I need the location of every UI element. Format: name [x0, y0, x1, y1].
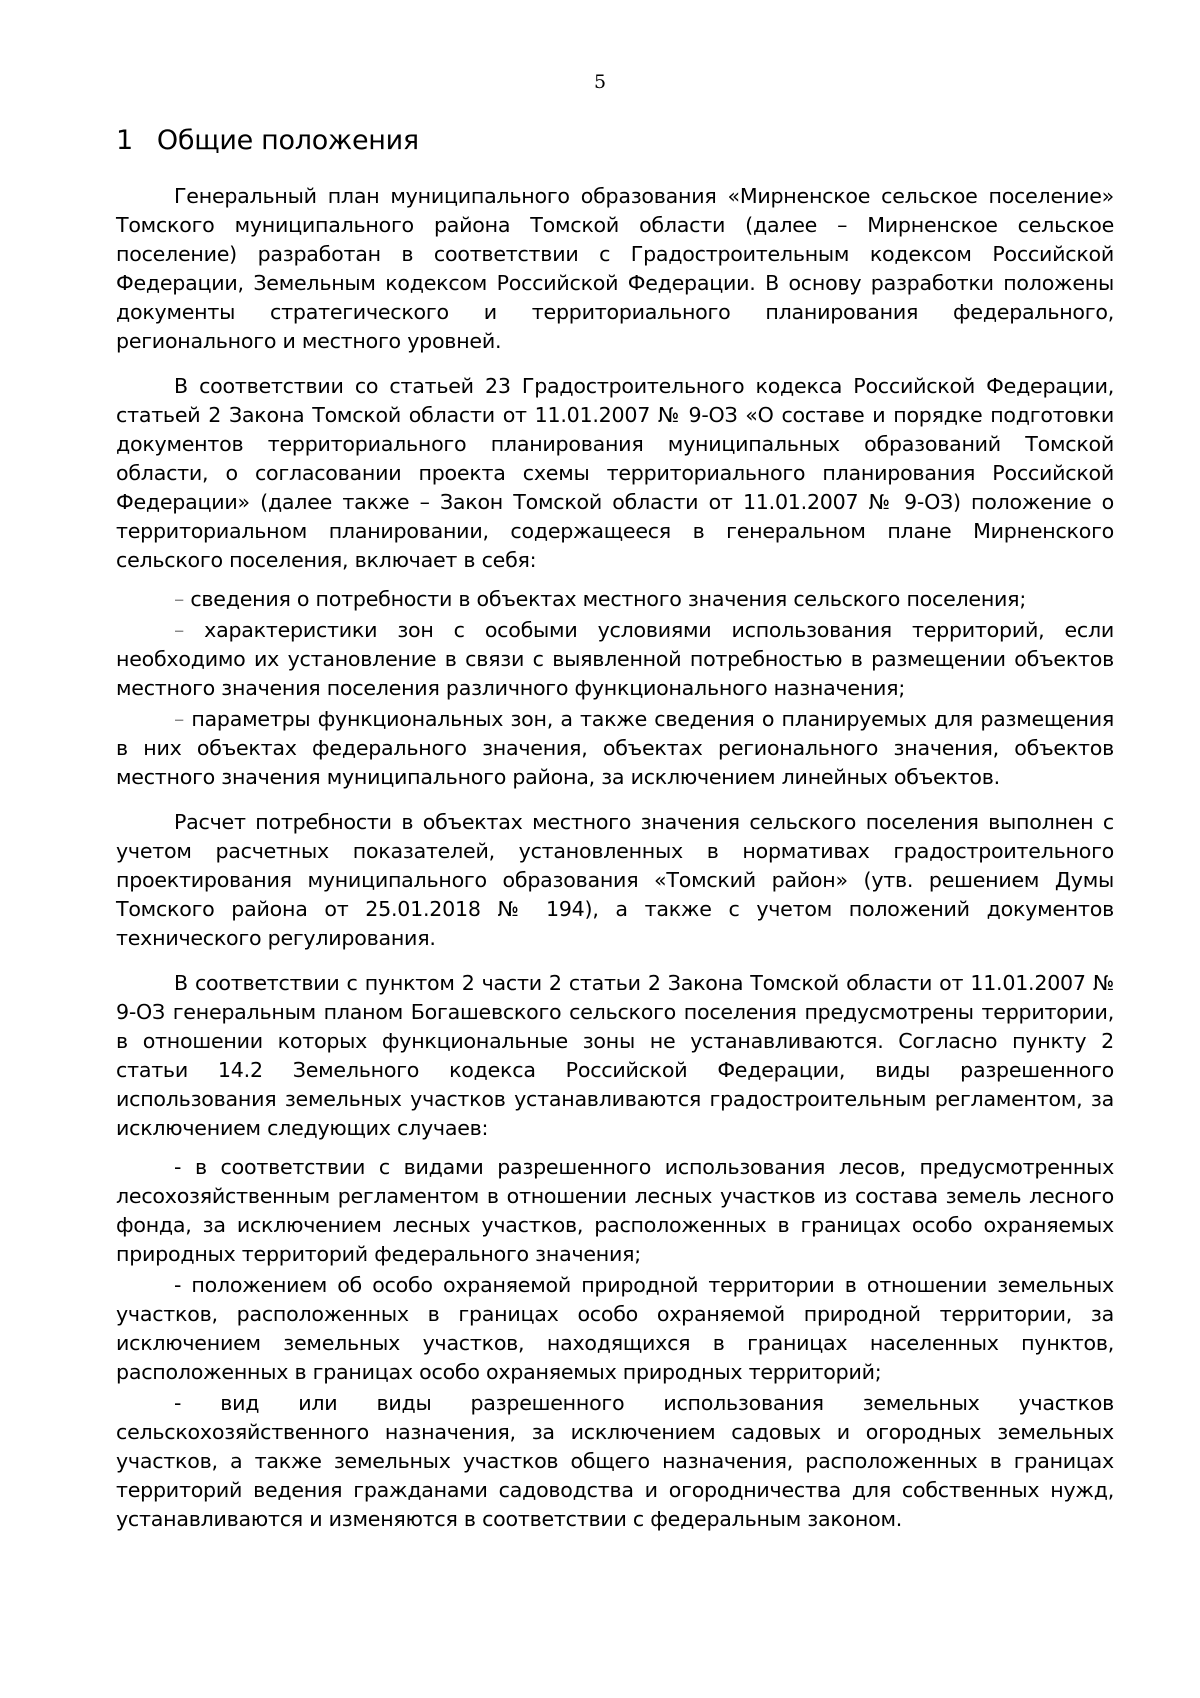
- paragraph-calculation: Расчет потребности в объектах местного значения сельского поселения выполнен с учетом расчетных показателей, установленных в нормативах градостроительного проектирования муниципального образования «Томский район» (утв. решением Думы Томского района от 25.01.2018 № 194), а также с учетом положений документов технического регулирования.: [116, 810, 1114, 950]
- section-heading: [116, 122, 1114, 160]
- list-item: [116, 1271, 1114, 1387]
- list-item-text: характеристики зон с особыми условиями использования территорий, если необходимо их установление в связи с выявленной потребностью в размещении объектов местного значения поселения различного функционального назначения;: [116, 618, 1115, 700]
- list-item-text: в соответствии с видами разрешенного использования лесов, предусмотренных лесохозяйственным регламентом в отношении лесных участков из состава земель лесного фонда, за исключением лесных участков, расположенных в границах особо охраняемых природных территорий федерального значения;: [116, 1155, 1115, 1266]
- list-item-text: параметры функциональных зон, а также сведения о планируемых для размещения в них объектах федерального значения, объектах регионального значения, объектов местного значения муниципального района, за исключением линейных объектов.: [116, 707, 1114, 789]
- list-item-text: сведения о потребности в объектах местного значения сельского поселения;: [190, 587, 1027, 611]
- list-marker: –: [174, 707, 185, 731]
- paragraph-article-23: В соответствии со статьей 23 Градостроительного кодекса Российской Федерации, статьей 2 Закона Томской области от 11.01.2007 № 9-ОЗ «О составе и порядке подготовки документов территориального планирования муниципальных образований Томской области, о согласовании проекта схемы территориального планирования Российской Федерации» (далее также – Закон Томской области от 11.01.2007 № 9-ОЗ) положение о территориальном планировании, содержащееся в генеральном плане Мирненского сельского поселения, включает в себя:: [116, 374, 1114, 572]
- list-marker: -: [174, 1155, 182, 1179]
- list-marker: -: [174, 1273, 182, 1297]
- section-number: 1: [116, 125, 133, 156]
- section-title: Общие положения: [156, 125, 419, 156]
- list-item-text: вид или виды разрешенного использования земельных участков сельскохозяйственного назначения, за исключением садовых и огородных земельных участков, а также земельных участков общего назначения, расположенных в границах территорий ведения гражданами садоводства и огородничества для собственных нужд, устанавливаются и изменяются в соответствии с федеральным законом.: [116, 1391, 1115, 1531]
- page-number: 5: [593, 71, 607, 93]
- list-marker: -: [174, 1391, 182, 1415]
- list-item: [116, 585, 1114, 614]
- list-marker: –: [174, 618, 185, 642]
- document-body: [116, 122, 1114, 1536]
- list-item-text: положением об особо охраняемой природной территории в отношении земельных участков, расположенных в границах особо охраняемой природной территории, за исключением земельных участков, находящихся в границах населенных пунктов, расположенных в границах особо охраняемых природных территорий;: [116, 1273, 1114, 1384]
- list-item: [116, 705, 1114, 792]
- list-item: [116, 1389, 1114, 1534]
- paragraph-zones: В соответствии с пунктом 2 части 2 статьи 2 Закона Томской области от 11.01.2007 № 9-ОЗ генеральным планом Богашевского сельского поселения предусмотрены территории, в отношении которых функциональные зоны не устанавливаются. Согласно пункту 2 статьи 14.2 Земельного кодекса Российской Федерации, виды разрешенного использования земельных участков устанавливаются градостроительным регламентом, за исключением следующих случаев:: [116, 971, 1114, 1140]
- list-marker: –: [174, 587, 185, 611]
- paragraph-intro: Генеральный план муниципального образования «Мирненское сельское поселение» Томского муниципального района Томской области (далее – Мирненское сельское поселение) разработан в соответствии с Градостроительным кодексом Российской Федерации, Земельным кодексом Российской Федерации. В основу разработки положены документы стратегического и территориального планирования федерального, регионального и местного уровней.: [116, 184, 1114, 353]
- list-item: [116, 616, 1114, 703]
- list-item: [116, 1153, 1114, 1269]
